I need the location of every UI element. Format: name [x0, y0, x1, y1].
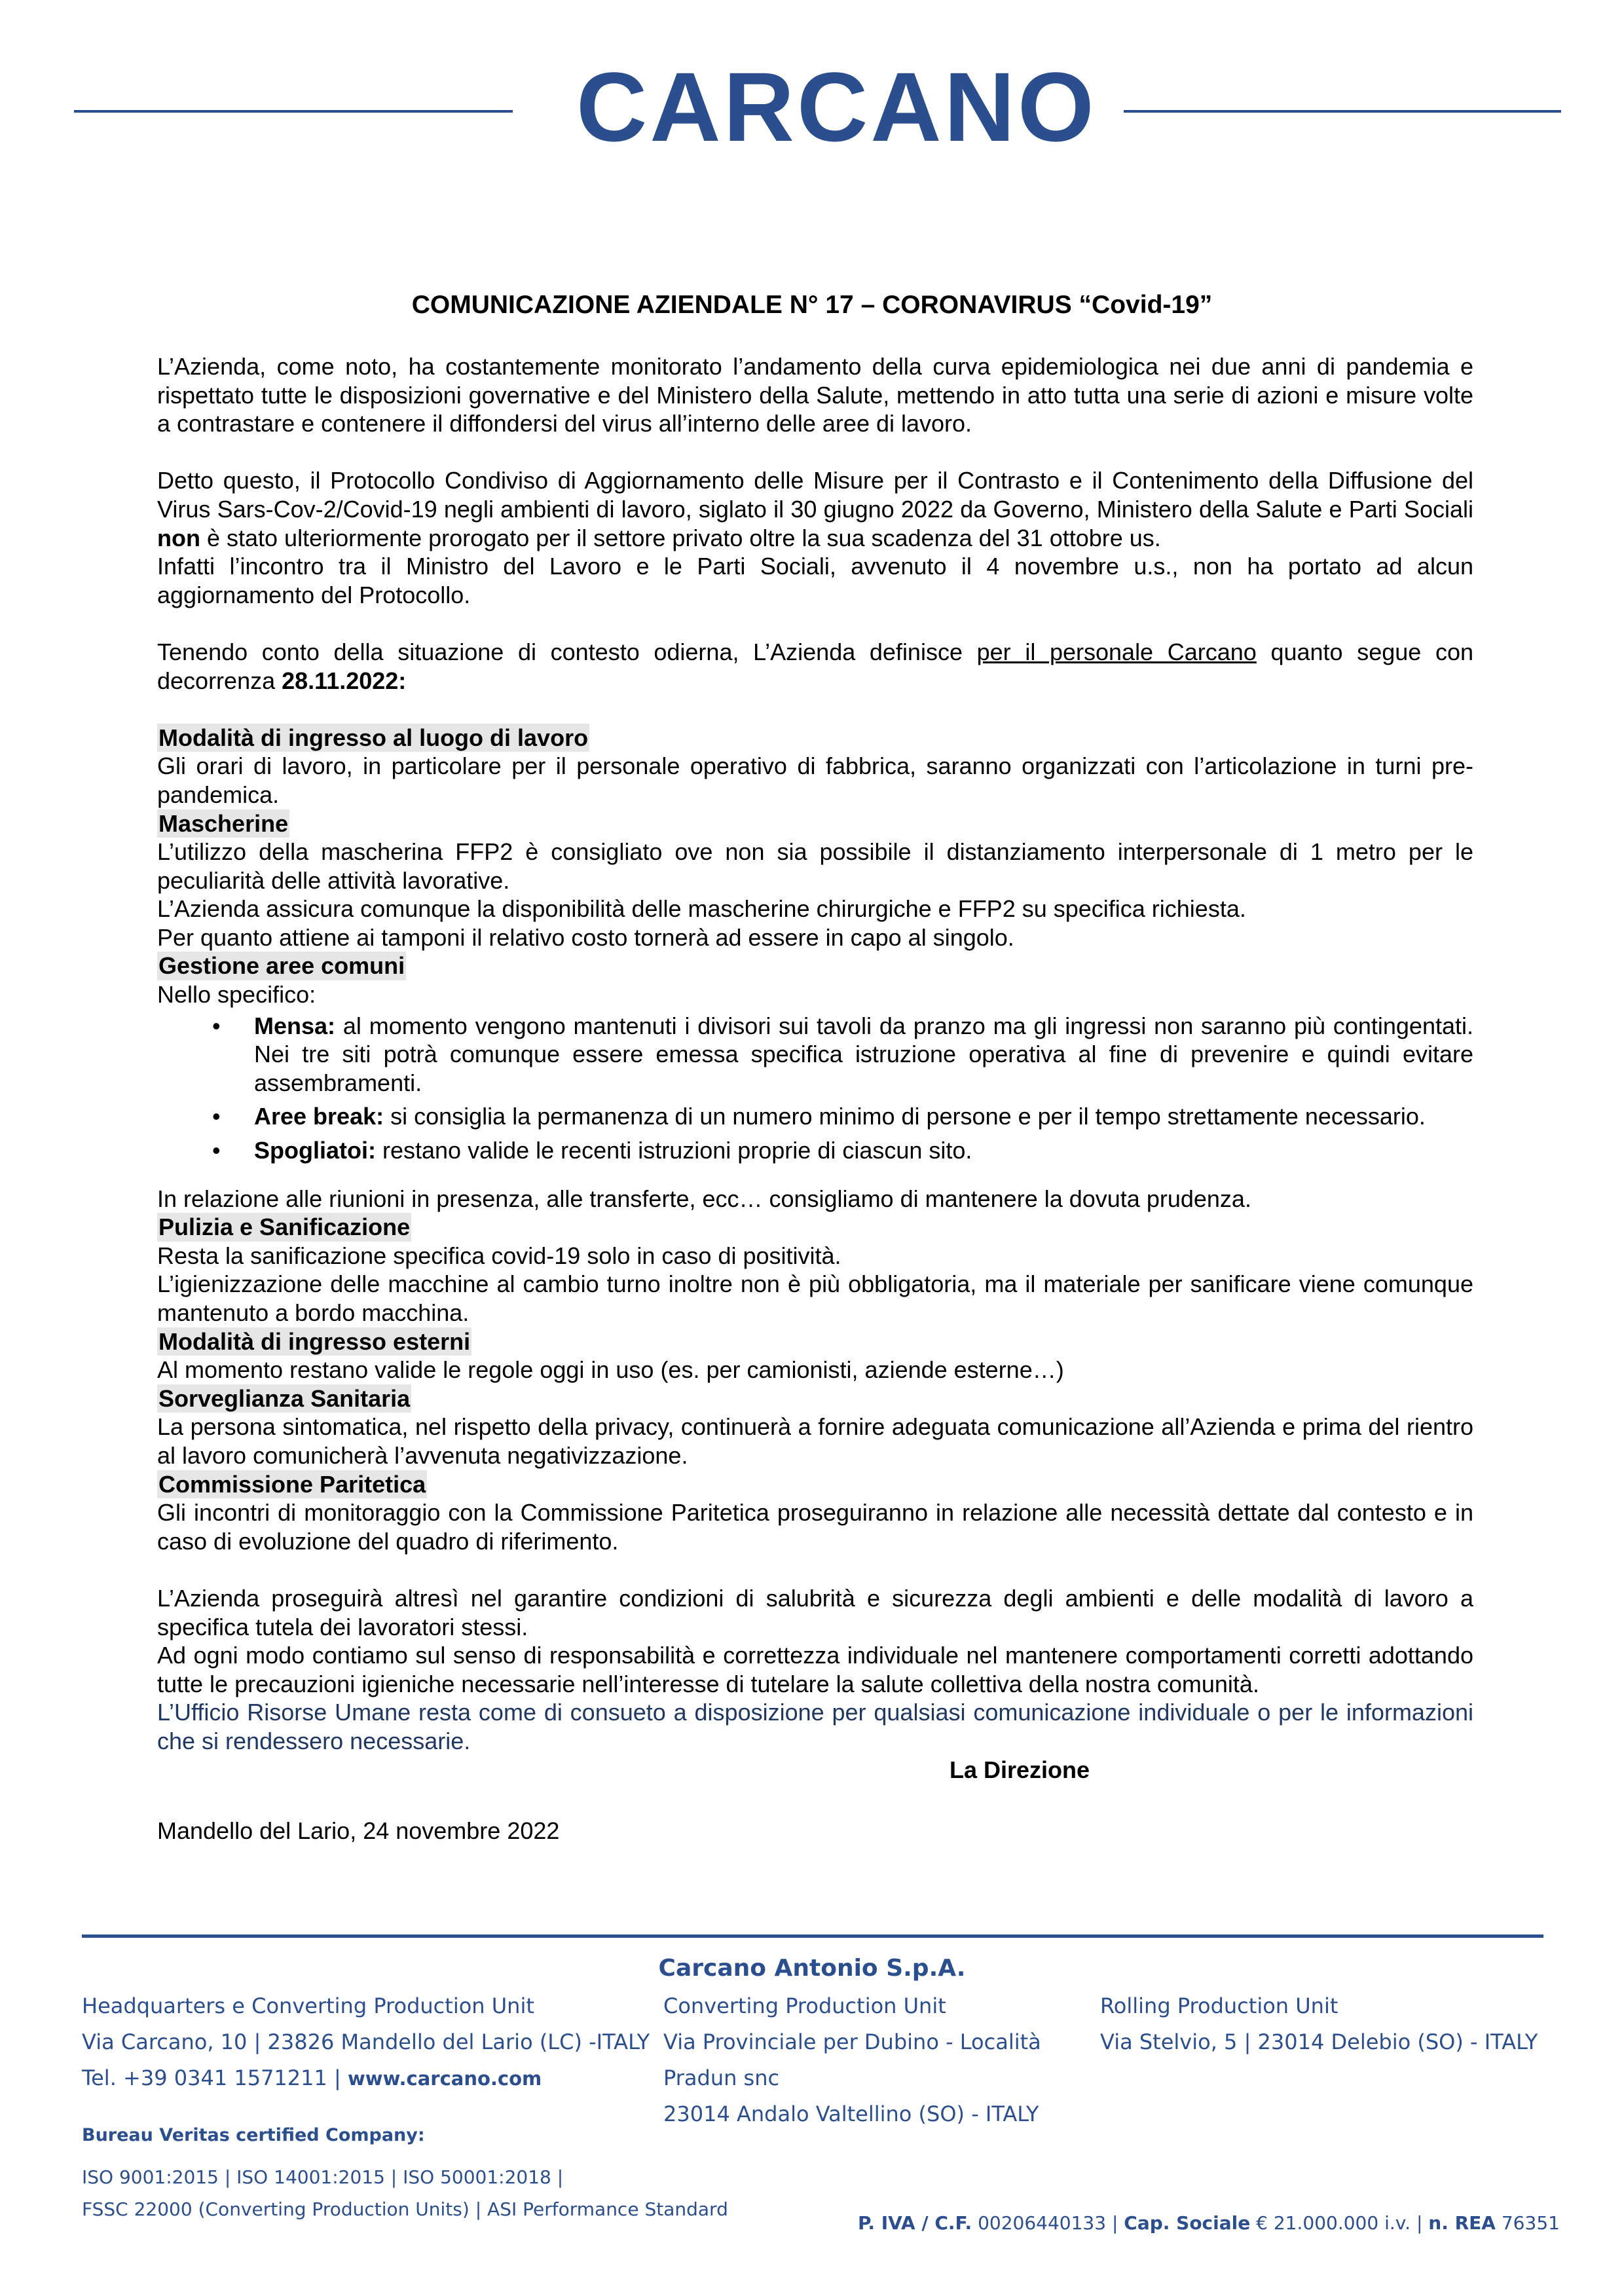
- website-link[interactable]: www.carcano.com: [347, 2067, 542, 2090]
- document-body: [157, 352, 1473, 1845]
- intro-p2-bold: non: [157, 524, 200, 551]
- hq-contact: [82, 2060, 650, 2097]
- header-rule-left: [74, 110, 513, 113]
- intro-p4-underline: per il personale Carcano: [976, 638, 1257, 665]
- rea-label: n. REA: [1428, 2212, 1496, 2234]
- rolling-address: Via Stelvio, 5 | 23014 Delebio (SO) - ITALY: [1100, 2029, 1538, 2054]
- section-commissione-text: Gli incontri di monitoraggio con la Commissione Paritetica proseguiranno in relazione alle necessità dettate dal contesto e in caso di evoluzione del quadro di riferimento.: [157, 1499, 1473, 1555]
- company-logo: CARCANO: [576, 52, 1097, 162]
- intro-paragraph-1: L’Azienda, come noto, ha costantemente monitorato l’andamento della curva epidemiologica nei due anni di pandemia e rispettato tutte le disposizioni governative e del Ministero della Salute, mettendo in atto tutta una serie di azioni e misure volte a contrastare e contenere il diffondersi del virus all’interno delle aree di lavoro.: [157, 353, 1473, 437]
- list-item: [254, 1102, 1473, 1131]
- section-mascherine-line-2: L’Azienda assicura comunque la disponibilità delle mascherine chirurgiche e FFP2 su specifica richiesta.: [157, 895, 1246, 923]
- company-registration-info: [858, 2212, 1560, 2234]
- list-item: [254, 1012, 1473, 1098]
- list-item: [254, 1136, 1473, 1165]
- converting-line-3: 23014 Andalo Valtellino (SO) - ITALY: [663, 2101, 1039, 2126]
- signature: La Direzione: [950, 1756, 1090, 1783]
- header-rule-right: [1124, 110, 1561, 113]
- section-heading-sorveglianza: Sorveglianza Sanitaria: [158, 1384, 411, 1412]
- intro-p2-text-b: è stato ulteriormente prorogato per il settore privato oltre la sua scadenza del 31 ottobre us.: [200, 524, 1161, 551]
- certification-line-2: FSSC 22000 (Converting Production Units) | ASI Performance Standard: [82, 2198, 728, 2220]
- footer-hq-column: [82, 1988, 650, 2097]
- section-mascherine-line-3: Per quanto attiene ai tamponi il relativo costo tornerà ad essere in capo al singolo.: [157, 923, 1014, 951]
- section-aree-after: In relazione alle riunioni in presenza, alle transferte, ecc… consigliamo di mantenere la dovuta prudenza.: [157, 1185, 1251, 1212]
- intro-p4-text-b: quanto segue con decorrenza: [157, 638, 1474, 694]
- section-pulizia-line-2: L’igienizzazione delle macchine al cambio turno inoltre non è più obbligatoria, ma il materiale per sanificare viene comunque mantenuto a bordo macchina.: [157, 1270, 1473, 1326]
- section-heading-pulizia: Pulizia e Sanificazione: [158, 1213, 411, 1241]
- converting-title: Converting Production Unit: [663, 1993, 946, 2018]
- hq-address: Via Carcano, 10 | 23826 Mandello del Lario (LC) -ITALY: [82, 2029, 650, 2054]
- capitale-label: Cap. Sociale: [1124, 2212, 1251, 2234]
- bullet-label: Aree break:: [254, 1103, 384, 1130]
- section-aree-intro: Nello specifico:: [157, 981, 316, 1009]
- capitale-value: € 21.000.000 i.v. |: [1250, 2212, 1429, 2234]
- intro-p2-text-a: Detto questo, il Protocollo Condiviso di Aggiornamento delle Misure per il Contrasto e il Contenimento della Diffusione del Virus Sars-Cov-2/Covid-19 negli ambienti di lavoro, siglato il 30 giugno 2022 da Governo, Ministero della Salute e Parti Sociali: [157, 467, 1473, 523]
- certification-list: [82, 2161, 728, 2225]
- converting-line-1: Via Provinciale per Dubino - Località: [663, 2029, 1041, 2054]
- section-sorveglianza-text: La persona sintomatica, nel rispetto della privacy, continuerà a fornire adeguata comunicazione all’Azienda e prima del rientro al lavoro comunicherà l’avvenuta negativizzazione.: [157, 1413, 1473, 1469]
- closing-paragraph-1: L’Azienda proseguirà altresì nel garantire condizioni di salubrità e sicurezza degli ambienti e delle modalità di lavoro a specifica tutela dei lavoratori stessi.: [157, 1584, 1473, 1640]
- section-heading-ingresso: Modalità di ingresso al luogo di lavoro: [158, 724, 589, 751]
- intro-paragraph-3: Infatti l’incontro tra il Ministro del Lavoro e le Parti Sociali, avvenuto il 4 novembre u.s., non ha portato ad alcun aggiornamento del Protocollo.: [157, 553, 1473, 608]
- certification-line-1: ISO 9001:2015 | ISO 14001:2015 | ISO 50001:2018 |: [82, 2166, 564, 2188]
- intro-paragraph-2: [157, 466, 1473, 552]
- section-heading-aree-comuni: Gestione aree comuni: [158, 952, 405, 980]
- intro-paragraph-4: [157, 638, 1473, 695]
- closing-paragraph-2: Ad ogni modo contiamo sul senso di responsabilità e correttezza individuale nel mantenere comportamenti corretti adottando tutte le precauzioni igieniche necessarie nell’interesse di tutelare la salute collettiva della nostra comunità.: [157, 1642, 1473, 1697]
- section-heading-commissione: Commissione Paritetica: [158, 1470, 426, 1498]
- hq-phone: Tel. +39 0341 1571211 |: [82, 2065, 348, 2090]
- section-esterni-text: Al momento restano valide le regole oggi in uso (es. per camionisti, aziende esterne…): [157, 1356, 1064, 1384]
- footer-rolling-column: [1100, 1988, 1538, 2060]
- bullet-text: si consiglia la permanenza di un numero minimo di persone e per il tempo strettamente necessario.: [384, 1103, 1426, 1130]
- document-title: COMUNICAZIONE AZIENDALE N° 17 – CORONAVIRUS “Covid-19”: [411, 291, 1213, 319]
- intro-p4-text-a: Tenendo conto della situazione di contesto odierna, L’Azienda definisce: [157, 638, 977, 665]
- section-ingresso-text: Gli orari di lavoro, in particolare per il personale operativo di fabbrica, saranno organizzati con l’articolazione in turni pre-pandemica.: [157, 752, 1473, 808]
- converting-line-2: Pradun snc: [663, 2065, 780, 2090]
- effective-date: 28.11.2022:: [282, 667, 407, 694]
- aree-bullet-list: [157, 1012, 1473, 1165]
- footer-company-name: Carcano Antonio S.p.A.: [658, 1955, 966, 1982]
- bullet-label: Spogliatoi:: [254, 1137, 376, 1164]
- section-heading-esterni: Modalità di ingresso esterni: [158, 1327, 471, 1355]
- bullet-label: Mensa:: [254, 1012, 336, 1039]
- closing-paragraph-3: L’Ufficio Risorse Umane resta come di consueto a disposizione per qualsiasi comunicazione individuale o per le informazioni che si rendessero necessarie.: [157, 1699, 1473, 1754]
- section-heading-mascherine: Mascherine: [158, 809, 289, 837]
- rea-value: 76351: [1495, 2212, 1560, 2234]
- hq-title: Headquarters e Converting Production Unit: [82, 1993, 534, 2018]
- footer-converting-column: [663, 1988, 1041, 2132]
- bullet-text: restano valide le recenti istruzioni proprie di ciascun sito.: [375, 1137, 972, 1164]
- rolling-title: Rolling Production Unit: [1100, 1993, 1338, 2018]
- piva-value: 00206440133 |: [972, 2212, 1124, 2234]
- place-date: Mandello del Lario, 24 novembre 2022: [157, 1817, 560, 1844]
- piva-label: P. IVA / C.F.: [858, 2212, 972, 2234]
- section-mascherine-line-1: L’utilizzo della mascherina FFP2 è consigliato ove non sia possibile il distanziamento interpersonale di 1 metro per le peculiarità delle attività lavorative.: [157, 838, 1473, 894]
- footer-rule: [82, 1935, 1543, 1938]
- section-pulizia-line-1: Resta la sanificazione specifica covid-19 solo in caso di positività.: [157, 1242, 841, 1269]
- certification-title: Bureau Veritas certified Company:: [82, 2125, 425, 2145]
- bullet-text: al momento vengono mantenuti i divisori sui tavoli da pranzo ma gli ingressi non saranno più contingentati. Nei tre siti potrà comunque essere emessa specifica istruzione operativa al fine di prevenire e quindi evitare assembramenti.: [254, 1012, 1473, 1096]
